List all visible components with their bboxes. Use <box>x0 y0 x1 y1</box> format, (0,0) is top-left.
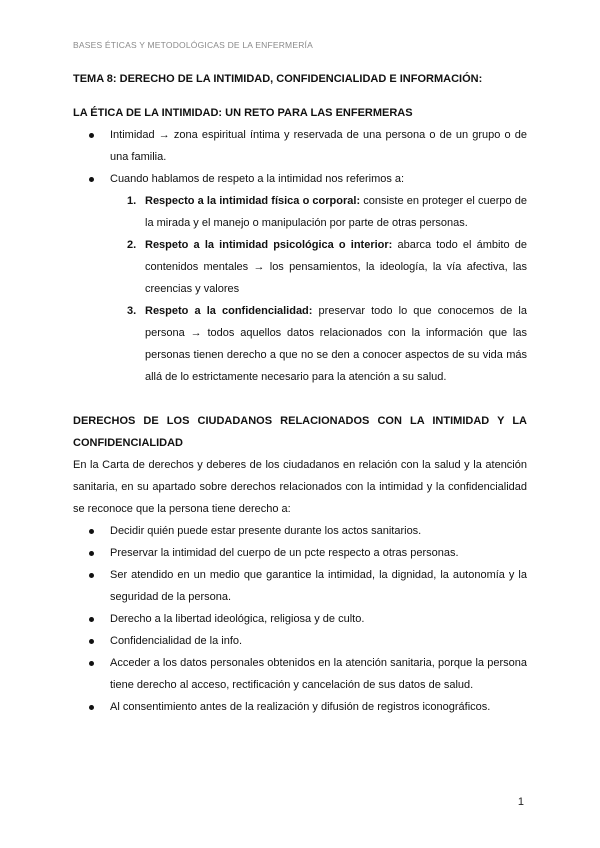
list-item: Decidir quién puede estar presente durante los actos sanitarios. <box>73 520 527 542</box>
section-heading-intimidad: LA ÉTICA DE LA INTIMIDAD: UN RETO PARA LAS ENFERMERAS <box>73 107 413 119</box>
list-item: Acceder a los datos personales obtenidos en la atención sanitaria, porque la persona tiene derecho al acceso, rectificación y cancelación de sus datos de salud. <box>73 652 527 696</box>
numbered-item: 1. Respecto a la intimidad física o corporal: consiste en proteger el cuerpo de la mirada y el manejo o manipulación por parte de otras personas. <box>127 195 527 229</box>
running-header: BASES ÉTICAS Y METODOLÓGICAS DE LA ENFERMERÍA <box>73 40 313 50</box>
list-item: Al consentimiento antes de la realización y difusión de registros iconográficos. <box>73 696 527 718</box>
list-item: Cuando hablamos de respeto a la intimidad nos referimos a: <box>73 168 527 190</box>
bullet-icon <box>89 573 94 578</box>
bullet-icon <box>89 661 94 666</box>
list-item: Confidencialidad de la info. <box>73 630 527 652</box>
list-item: Ser atendido en un medio que garantice la intimidad, la dignidad, la autonomía y la seguridad de la persona. <box>73 564 527 608</box>
bullet-icon <box>89 133 94 138</box>
numbered-item: 2. Respeto a la intimidad psicológica o interior: abarca todo el ámbito de contenidos mentales → los pensamientos, la ideología, la vía afectiva, las creencias y valores <box>127 239 527 295</box>
document-title: TEMA 8: DERECHO DE LA INTIMIDAD, CONFIDENCIALIDAD E INFORMACIÓN: <box>73 73 483 85</box>
section-heading-derechos: DERECHOS DE LOS CIUDADANOS RELACIONADOS CON LA INTIMIDAD Y LA CONFIDENCIALIDAD <box>73 415 527 449</box>
bullet-icon <box>89 529 94 534</box>
list-item: Intimidad → zona espiritual íntima y reservada de una persona o de un grupo o de una familia. <box>73 124 527 168</box>
section-intro-paragraph: En la Carta de derechos y deberes de los ciudadanos en relación con la salud y la atención sanitaria, en su apartado sobre derechos relacionados con la intimidad y la confidencialidad se reconoce que la persona tiene derecho a: <box>73 459 527 515</box>
bullet-icon <box>89 177 94 182</box>
page-number: 1 <box>517 796 524 808</box>
list-item: Preservar la intimidad del cuerpo de un pcte respecto a otras personas. <box>73 542 527 564</box>
list-item: Derecho a la libertad ideológica, religiosa y de culto. <box>73 608 527 630</box>
bullet-icon <box>89 551 94 556</box>
bullet-list-derechos <box>73 520 527 718</box>
bullet-icon <box>89 705 94 710</box>
numbered-list-respeto <box>73 190 527 388</box>
numbered-item: 3. Respeto a la confidencialidad: preservar todo lo que conocemos de la persona → todos aquellos datos relacionados con la información que las personas tienen derecho a que no se den a conocer aspectos de su vida más allá de lo estrictamente necesario para la atención a su salud. <box>127 305 527 383</box>
bullet-list-intimidad <box>73 124 527 190</box>
page-content <box>73 68 527 718</box>
bullet-icon <box>89 639 94 644</box>
bullet-icon <box>89 617 94 622</box>
